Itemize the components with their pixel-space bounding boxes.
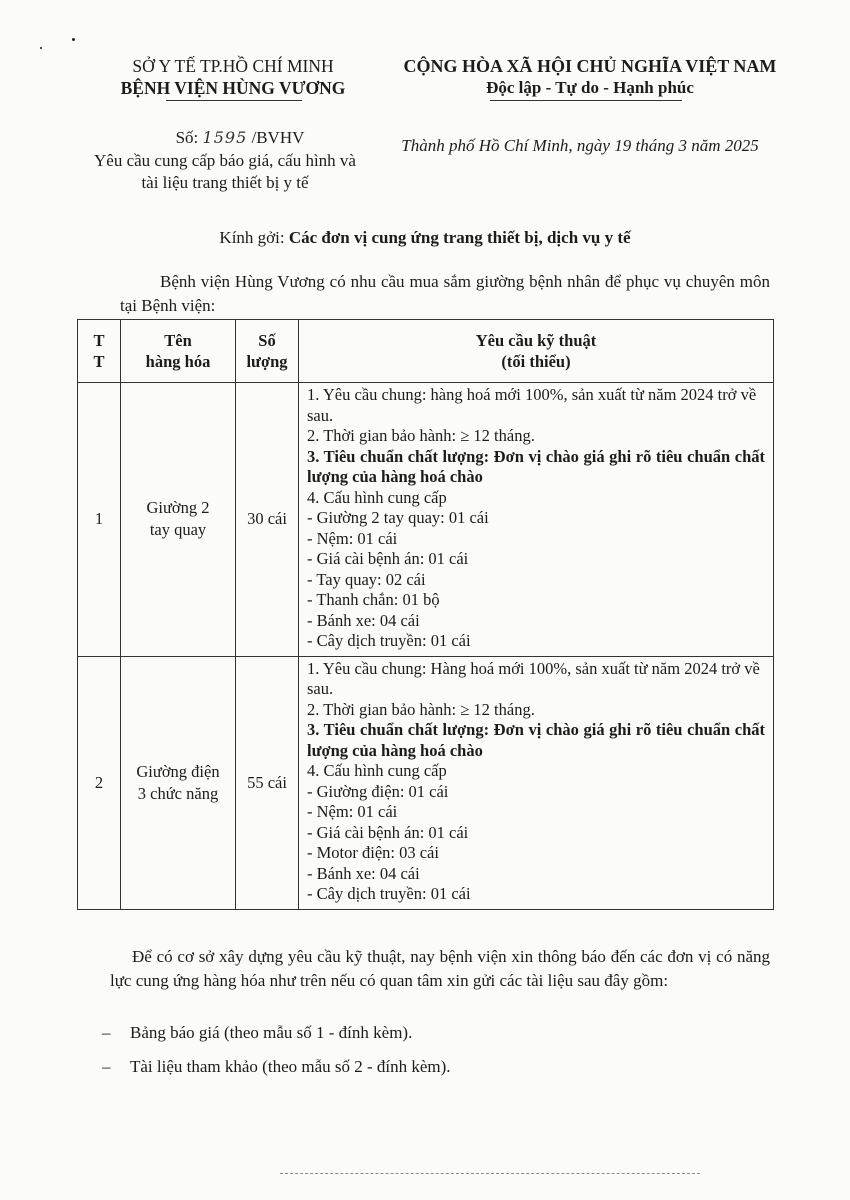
- document-subject: [70, 150, 380, 194]
- bullet-text: Tài liệu tham khảo (theo mẫu số 2 - đính kèm).: [130, 1057, 451, 1076]
- row-item-name: [121, 656, 236, 909]
- spec-line: 2. Thời gian bảo hành: ≥ 12 tháng.: [307, 699, 535, 719]
- recipient-prefix: Kính gởi:: [219, 228, 285, 247]
- doc-number-suffix: /BVHV: [251, 128, 305, 147]
- spec-line: - Giá cài bệnh án: 01 cái: [307, 549, 469, 568]
- spec-line: 4. Cấu hình cung cấp: [307, 761, 447, 780]
- national-motto-block: [380, 55, 800, 99]
- page-footer-rule: [280, 1173, 700, 1174]
- spec-line: - Nệm: 01 cái: [307, 802, 398, 821]
- header-spec-line2: (tối thiểu): [501, 352, 571, 371]
- issuer-hospital: BỆNH VIỆN HÙNG VƯƠNG: [120, 78, 346, 98]
- doc-number-handwritten: 1595: [202, 128, 248, 147]
- header-spec: [299, 320, 774, 383]
- bullet-text: Bảng báo giá (theo mẫu số 1 - đính kèm).: [130, 1023, 413, 1042]
- spec-line: 3. Tiêu chuẩn chất lượng: Đơn vị chào giá ghi rõ tiêu chuẩn chất lượng của hàng hoá chào: [307, 446, 765, 486]
- spec-line: - Cây dịch truyền: 01 cái: [307, 884, 471, 903]
- list-item: [102, 1022, 762, 1044]
- intro-paragraph: Bệnh viện Hùng Vương có nhu cầu mua sắm giường bệnh nhân để phục vụ chuyên môn tại Bệnh viện:: [120, 272, 770, 315]
- spec-line: - Bánh xe: 04 cái: [307, 863, 420, 883]
- national-motto: Độc lập - Tự do - Hạnh phúc: [486, 78, 694, 97]
- header-name-line1: Tên: [164, 331, 192, 350]
- issuer-underline: [166, 100, 302, 101]
- spec-line: 1. Yêu cầu chung: Hàng hoá mới 100%, sản xuất từ năm 2024 trở về sau.: [307, 658, 760, 698]
- row-tt: 2: [78, 656, 121, 909]
- national-title: CỘNG HÒA XÃ HỘI CHỦ NGHĨA VIỆT NAM: [403, 56, 777, 76]
- requirements-table: [77, 319, 774, 910]
- header-tt: [78, 320, 121, 383]
- header-item-name: [121, 320, 236, 383]
- spec-line: - Thanh chắn: 01 bộ: [307, 590, 440, 609]
- row-quantity: 55 cái: [236, 656, 299, 909]
- spec-line: - Cây dịch truyền: 01 cái: [307, 631, 471, 650]
- item-name-line1: Giường 2: [146, 498, 210, 518]
- header-name-line2: hàng hóa: [145, 352, 211, 371]
- spec-line: - Nệm: 01 cái: [307, 528, 398, 548]
- bullet-dash: –: [102, 1057, 111, 1076]
- header-tt-line1: T: [93, 331, 105, 350]
- motto-underline: [490, 100, 682, 101]
- bullet-dash: –: [102, 1023, 111, 1042]
- spec-line: - Giá cài bệnh án: 01 cái: [307, 822, 469, 842]
- spec-line: - Tay quay: 02 cái: [307, 569, 426, 589]
- table-row: [78, 656, 774, 909]
- date-line: Thành phố Hồ Chí Minh, ngày 19 tháng 3 năm 2025: [401, 136, 759, 155]
- table-row: [78, 383, 774, 657]
- row-tt: 1: [78, 383, 121, 657]
- recipient-name: Các đơn vị cung ứng trang thiết bị, dịch vụ y tế: [288, 228, 631, 247]
- issuer-department: SỞ Y TẾ TP.HỒ CHÍ MINH: [132, 56, 334, 76]
- list-item: [102, 1056, 762, 1078]
- spec-line: 3. Tiêu chuẩn chất lượng: Đơn vị chào giá ghi rõ tiêu chuẩn chất lượng của hàng hoá chào: [307, 720, 765, 760]
- spec-line: 4. Cấu hình cung cấp: [307, 487, 447, 507]
- header-tt-line2: T: [93, 352, 105, 371]
- table-header-row: [78, 320, 774, 383]
- spec-line: 1. Yêu cầu chung: hàng hoá mới 100%, sản xuất từ năm 2024 trở về sau.: [307, 385, 757, 425]
- subject-line-2: tài liệu trang thiết bị y tế: [141, 173, 309, 192]
- doc-number-prefix: Số:: [175, 128, 199, 147]
- spec-line: - Giường điện: 01 cái: [307, 781, 449, 801]
- scan-speck: [72, 38, 75, 41]
- header-qty-line1: Số: [258, 331, 276, 350]
- header-quantity: [236, 320, 299, 383]
- header-qty-line2: lượng: [246, 352, 288, 371]
- row-spec: [299, 656, 774, 909]
- spec-line: - Bánh xe: 04 cái: [307, 610, 420, 630]
- issuer-block: [88, 55, 378, 99]
- spec-line: 2. Thời gian bảo hành: ≥ 12 tháng.: [307, 426, 535, 445]
- recipient-line: [0, 228, 850, 248]
- subject-line-1: Yêu cầu cung cấp báo giá, cấu hình và: [94, 151, 356, 170]
- closing-paragraph: Để có cơ sở xây dựng yêu cầu kỹ thuật, nay bệnh viện xin thông báo đến các đơn vị có năng lực cung ứng hàng hóa như trên nếu có quan tâm xin gửi các tài liệu sau đây gồm:: [110, 947, 770, 990]
- spec-line: - Giường 2 tay quay: 01 cái: [307, 508, 489, 527]
- spec-line: - Motor điện: 03 cái: [307, 843, 439, 862]
- row-quantity: 30 cái: [236, 383, 299, 657]
- header-spec-line1: Yêu cầu kỹ thuật: [475, 331, 597, 350]
- document-number: [95, 127, 385, 149]
- row-item-name: [121, 383, 236, 657]
- item-name-line2: 3 chức năng: [137, 783, 219, 803]
- item-name-line2: tay quay: [149, 520, 207, 540]
- scan-speck: [40, 47, 42, 49]
- item-name-line1: Giường điện: [136, 761, 220, 781]
- row-spec: [299, 383, 774, 657]
